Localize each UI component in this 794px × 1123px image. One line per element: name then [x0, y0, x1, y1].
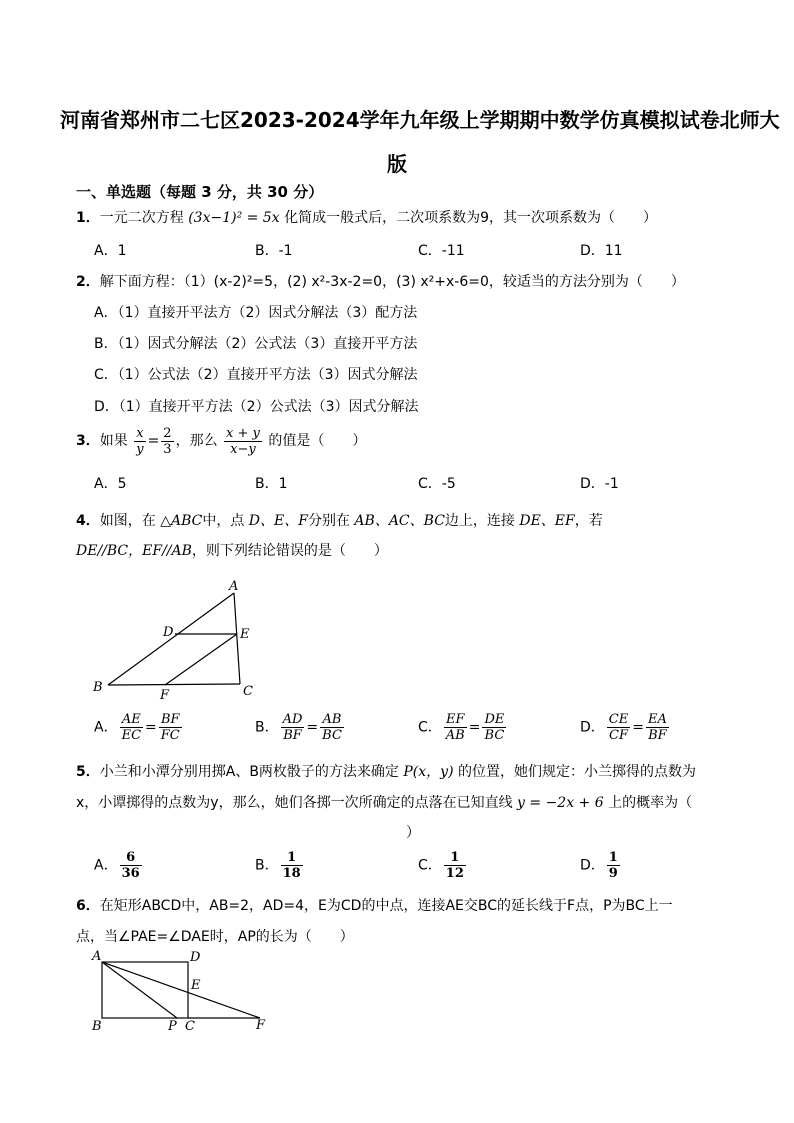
q3-fraction-2-over-3: $\frac{2}{3}$ [163, 425, 172, 457]
question-6-line-2: 点，当∠PAE=∠DAE时，AP的长为（ ） [76, 929, 354, 945]
q2-option-a: A．（1）直接开平法方（2）因式分解法（3）配方法 [94, 305, 418, 321]
q4-text-2: 中，点 [202, 513, 245, 529]
q1-text-post: 化简成一般式后，二次项系数为9，其一次项系数为（ ） [284, 210, 657, 226]
q4-text-5: ，若 [574, 513, 603, 529]
q4-points: D、E、F [248, 513, 308, 529]
q3-fraction-expression: $\frac{x + y}{x-y}$ [226, 425, 260, 457]
q4-number: 4． [76, 513, 100, 529]
label-a: A [92, 949, 102, 964]
q1-option-d: D．11 [580, 243, 623, 259]
q3-equals: = [147, 433, 160, 449]
q3-text-pre: 如果 [99, 433, 128, 449]
segment-af [102, 962, 260, 1018]
question-6-line-1 [76, 895, 673, 915]
question-4-line-1 [76, 510, 603, 530]
label-d: D [163, 625, 174, 640]
question-2 [76, 271, 685, 291]
q5-closing-paren: ） [406, 825, 420, 841]
q5-number: 5． [76, 764, 100, 780]
q5-option-d: D． $\frac{1}{9}$ [580, 850, 618, 881]
q2-number: 2． [76, 274, 100, 290]
q2-option-b: B．（1）因式分解法（2）公式法（3）直接开平方法 [94, 336, 418, 352]
q5-text-1: 小兰和小潭分别用掷A、B两枚骰子的方法来确定 [99, 764, 399, 780]
segment-bc [108, 684, 240, 685]
question-5-line-2 [76, 792, 692, 812]
q5-option-a: A． $\frac{6}{36}$ [94, 850, 140, 881]
q4-text-1: 如图，在 [99, 513, 156, 529]
q1-option-a: A．1 [94, 243, 127, 259]
label-f: F [256, 1018, 266, 1033]
q4-option-a: A． $\frac{AE}{EC}$ = $\frac{BF}{FC}$ [94, 712, 180, 743]
q5-line-equation: y = −2x + 6 [517, 795, 604, 811]
label-c: C [243, 684, 253, 699]
question-4-line-2 [76, 540, 388, 560]
label-p: P [168, 1019, 177, 1033]
q1-equation: (3x−1)² = 5x [188, 210, 280, 226]
q5-text-2: 的位置，她们规定：小兰掷得的点数为 [458, 764, 696, 780]
question-1 [76, 207, 657, 227]
q3-option-b: B．1 [255, 476, 288, 492]
q4-option-d: D． $\frac{CE}{CF}$ = $\frac{EA}{BF}$ [580, 712, 667, 743]
q4-option-b: B． $\frac{AD}{BF}$ = $\frac{AB}{BC}$ [255, 712, 342, 743]
page-title: 河南省郑州市二七区2023-2024学年九年级上学期期中数学仿真模拟试卷北师大 [60, 108, 780, 132]
q3-number: 3． [76, 433, 100, 449]
q6-rectangle-figure [88, 948, 278, 1033]
question-5-line-1 [76, 761, 696, 781]
label-b: B [92, 1019, 102, 1033]
rectangle-abcd [102, 962, 188, 1018]
q4-text-4: 边上，连接 [444, 513, 515, 529]
q5-point: P(x，y) [403, 764, 454, 780]
q2-option-d: D．（1）直接开平方法（2）公式法（3）因式分解法 [94, 399, 419, 415]
q5-option-c: C． $\frac{1}{12}$ [418, 850, 464, 881]
question-3 [76, 424, 366, 458]
label-a: A [229, 579, 239, 594]
q1-number: 1． [76, 210, 100, 226]
label-c: C [185, 1019, 195, 1033]
q4-triangle: △ABC [160, 513, 203, 529]
label-e: E [191, 978, 201, 993]
section-heading: 一、单选题（每题 3 分，共 30 分） [76, 183, 324, 201]
label-d: D [190, 950, 201, 965]
q4-sides: AB、AC、BC [354, 513, 445, 529]
q3-option-c: C．-5 [418, 476, 456, 492]
q6-text-1: 在矩形ABCD中，AB=2，AD=4，E为CD的中点，连接AE交BC的延长线于F点，P为BC上一 [99, 898, 673, 914]
label-b: B [93, 680, 103, 695]
segment-ef [165, 634, 237, 685]
q1-option-c: C．-11 [418, 243, 465, 259]
q3-text-post: 的值是（ ） [268, 433, 367, 449]
q2-text: 解下面方程：（1）(x-2)²=5，(2) x²-3x-2=0，(3) x²+x-6=0，较适当的方法分别为（ ） [99, 274, 685, 290]
q5-option-b: B． $\frac{1}{18}$ [255, 850, 301, 881]
q4-option-c: C． $\frac{EF}{AB}$ = $\frac{DE}{BC}$ [418, 712, 505, 743]
q5-text-4: 上的概率为（ [608, 795, 693, 811]
q4-triangle-figure [88, 578, 268, 703]
segment-ap [102, 962, 177, 1018]
q3-text-mid: ，那么 [175, 433, 218, 449]
label-e: E [240, 627, 250, 642]
page-title-cont: 版 [387, 152, 407, 176]
q3-fraction-x-over-y: $\frac{x}{y}$ [136, 425, 144, 457]
label-f: F [160, 688, 170, 703]
q6-number: 6． [76, 898, 100, 914]
q1-option-b: B．-1 [255, 243, 293, 259]
q4-text-3: 分别在 [307, 513, 350, 529]
q1-text-pre: 一元二次方程 [99, 210, 184, 226]
q4-segments: DE、EF [519, 513, 575, 529]
q3-option-d: D．-1 [580, 476, 619, 492]
q3-option-a: A．5 [94, 476, 127, 492]
q4-text-6: ，则下列结论错误的是（ ） [191, 543, 388, 559]
q4-conditions: DE//BC，EF//AB [76, 543, 192, 559]
q2-option-c: C．（1）公式法（2）直接开平方法（3）因式分解法 [94, 367, 418, 383]
q5-text-3: x，小谭掷得的点数为y，那么，她们各掷一次所确定的点落在已知直线 [76, 795, 513, 811]
